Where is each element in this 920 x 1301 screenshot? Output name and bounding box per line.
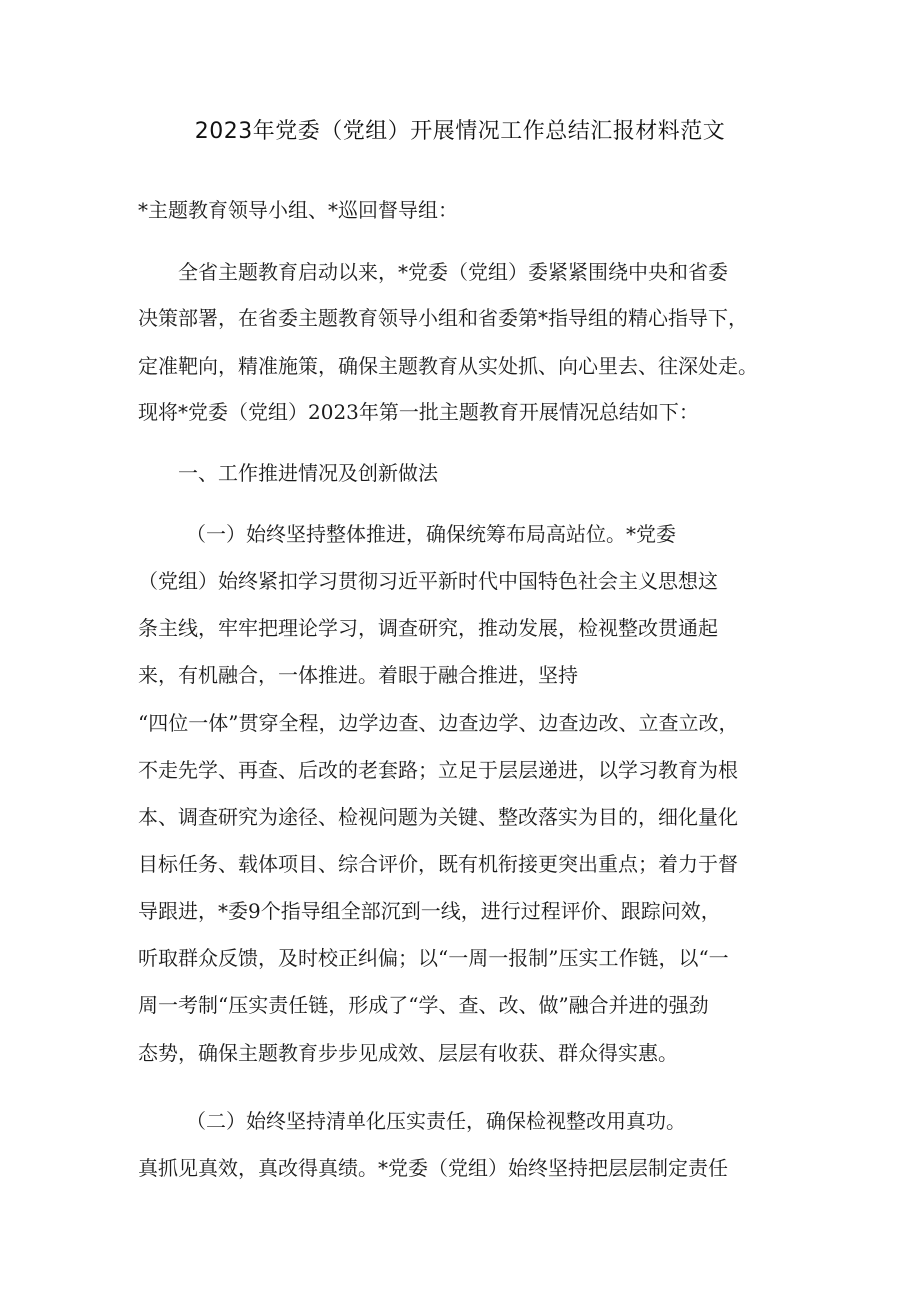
subsection-1-line: 导跟进，*委9个指导组全部沉到一线，进行过程评价、跟踪问效， — [138, 899, 721, 923]
intro-line: 决策部署，在省委主题教育领导小组和省委第*指导组的精心指导下， — [138, 306, 748, 330]
subsection-1-line: 态势，确保主题教育步步见成效、层层有收获、群众得实惠。 — [138, 1041, 678, 1065]
subsection-1-line: 听取群众反馈，及时校正纠偏；以“一周一报制”压实工作链，以“一 — [138, 946, 729, 970]
subsection-1-line: 目标任务、载体项目、综合评价，既有机衔接更突出重点；着力于督 — [138, 852, 738, 876]
subsection-1-line: （党组）始终紧扣学习贯彻习近平新时代中国特色社会主义思想这 — [138, 569, 718, 593]
subsection-1-line: “四位一体”贯穿全程，边学边查、边查边学、边查边改、立查立改， — [138, 711, 739, 735]
subsection-2-line: 真抓见真效，真改得真绩。*党委（党组）始终坚持把层层制定责任 — [138, 1156, 728, 1180]
intro-line: 现将*党委（党组）2023年第一批主题教育开展情况总结如下： — [138, 400, 699, 424]
subsection-1-line: 条主线，牢牢把理论学习，调查研究，推动发展，检视整改贯通起 — [138, 616, 718, 640]
salutation: *主题教育领导小组、*巡回督导组： — [138, 198, 458, 222]
subsection-2-line: （二）始终坚持清单化压实责任，确保检视整改用真功。 — [186, 1109, 686, 1133]
subsection-1-line: 不走先学、再查、后改的老套路；立足于层层递进，以学习教育为根 — [138, 758, 738, 782]
subsection-1-line: （一）始终坚持整体推进，确保统筹布局高站位。*党委 — [186, 522, 676, 546]
subsection-1-line: 来，有机融合，一体推进。着眼于融合推进，坚持 — [138, 663, 578, 687]
subsection-1-line: 本、调查研究为途径、检视问题为关键、整改落实为目的，细化量化 — [138, 805, 738, 829]
intro-line: 全省主题教育启动以来，*党委（党组）委紧紧围绕中央和省委 — [178, 260, 728, 284]
document-title: 2023年党委（党组）开展情况工作总结汇报材料范文 — [194, 119, 726, 144]
section-heading: 一、工作推进情况及创新做法 — [178, 461, 438, 485]
intro-line: 定准靶向，精准施策，确保主题教育从实处抓、向心里去、往深处走。 — [138, 354, 758, 378]
subsection-1-line: 周一考制“压实责任链，形成了“学、查、改、做”融合并进的强劲 — [138, 993, 709, 1017]
